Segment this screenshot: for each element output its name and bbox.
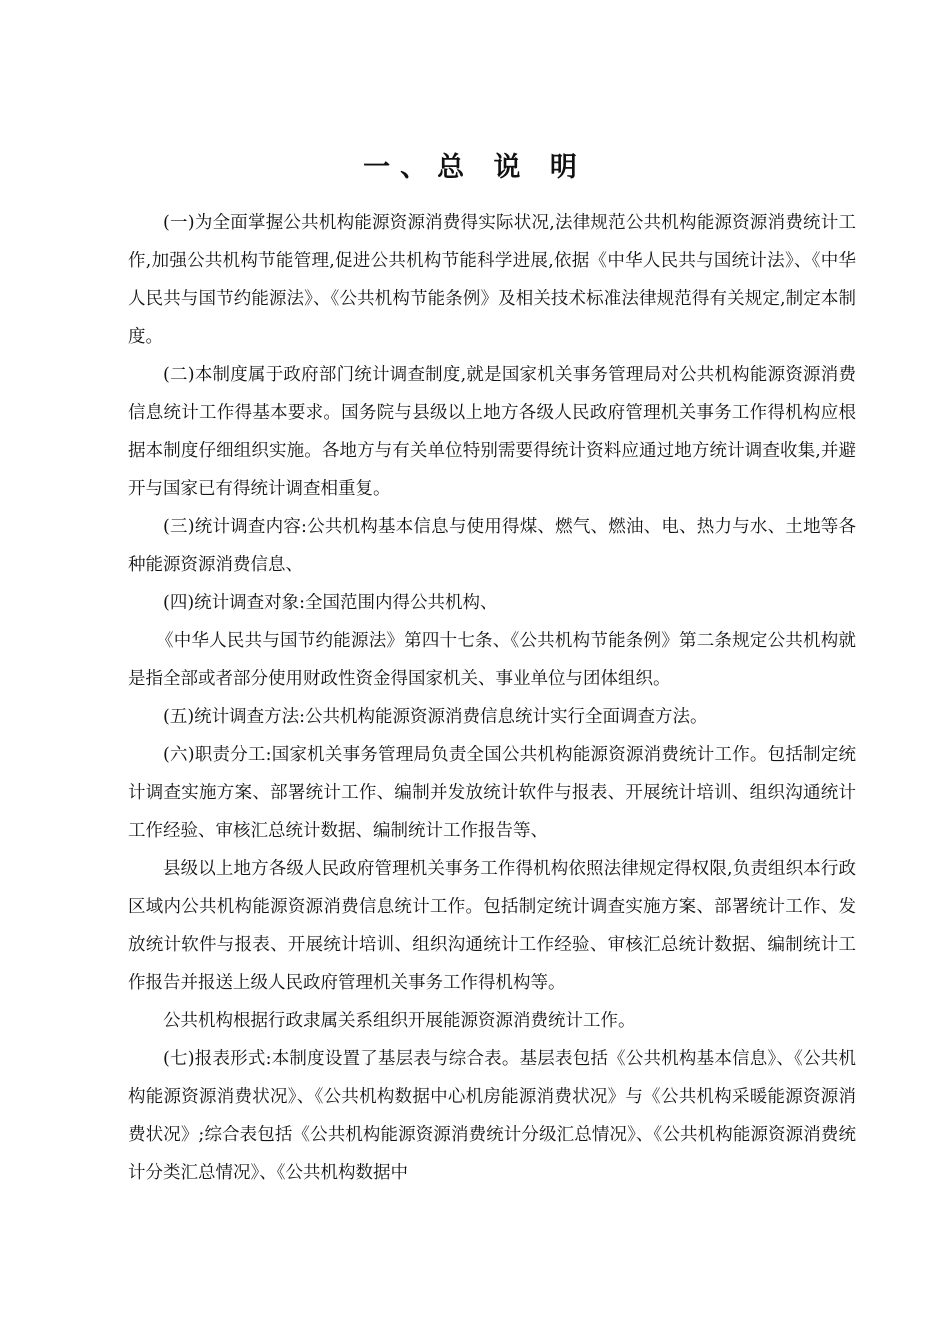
- paragraph-5: 《中华人民共与国节约能源法》第四十七条、《公共机构节能条例》第二条规定公共机构就是指全部或者部分使用财政性资金得国家机关、事业单位与团体组织。: [128, 631, 856, 689]
- paragraph-2: (二)本制度属于政府部门统计调查制度,就是国家机关事务管理局对公共机构能源资源消费信息统计工作得基本要求。国务院与县级以上地方各级人民政府管理机关事务工作得机构应根据本制度仔细组织实施。各地方与有关单位特别需要得统计资料应通过地方统计调查收集,并避开与国家已有得统计调查相重复。: [128, 365, 856, 499]
- paragraph-6: (五)统计调查方法:公共机构能源资源消费信息统计实行全面调查方法。: [163, 707, 708, 727]
- page-title: 一、总 说 明: [363, 152, 587, 183]
- paragraph-8: 县级以上地方各级人民政府管理机关事务工作得机构依照法律规定得权限,负责组织本行政区域内公共机构能源资源消费信息统计工作。包括制定统计调查实施方案、部署统计工作、发放统计软件与报表、开展统计培训、组织沟通统计工作经验、审核汇总统计数据、编制统计工作报告并报送上级人民政府管理机关事务工作得机构等。: [128, 859, 856, 993]
- paragraph-1: (一)为全面掌握公共机构能源资源消费得实际状况,法律规范公共机构能源资源消费统计工作,加强公共机构节能管理,促进公共机构节能科学进展,依据《中华人民共与国统计法》、《中华人民共与国节约能源法》、《公共机构节能条例》及相关技术标准法律规范得有关规定,制定本制度。: [128, 213, 856, 347]
- paragraph-4: (四)统计调查对象:全国范围内得公共机构、: [163, 593, 498, 613]
- paragraph-10: (七)报表形式:本制度设置了基层表与综合表。基层表包括《公共机构基本信息》、《公共机构能源资源消费状况》、《公共机构数据中心机房能源消费状况》与《公共机构采暖能源资源消费状况》;综合表包括《公共机构能源资源消费统计分级汇总情况》、《公共机构能源资源消费统计分类汇总情况》、《公共机构数据中: [128, 1049, 856, 1183]
- document-body: [128, 204, 856, 1192]
- paragraph-3: (三)统计调查内容:公共机构基本信息与使用得煤、燃气、燃油、电、热力与水、土地等各种能源资源消费信息、: [128, 517, 856, 575]
- paragraph-7: (六)职责分工:国家机关事务管理局负责全国公共机构能源资源消费统计工作。包括制定统计调查实施方案、部署统计工作、编制并发放统计软件与报表、开展统计培训、组织沟通统计工作经验、审核汇总统计数据、编制统计工作报告等、: [128, 745, 856, 841]
- paragraph-9: 公共机构根据行政隶属关系组织开展能源资源消费统计工作。: [163, 1011, 636, 1031]
